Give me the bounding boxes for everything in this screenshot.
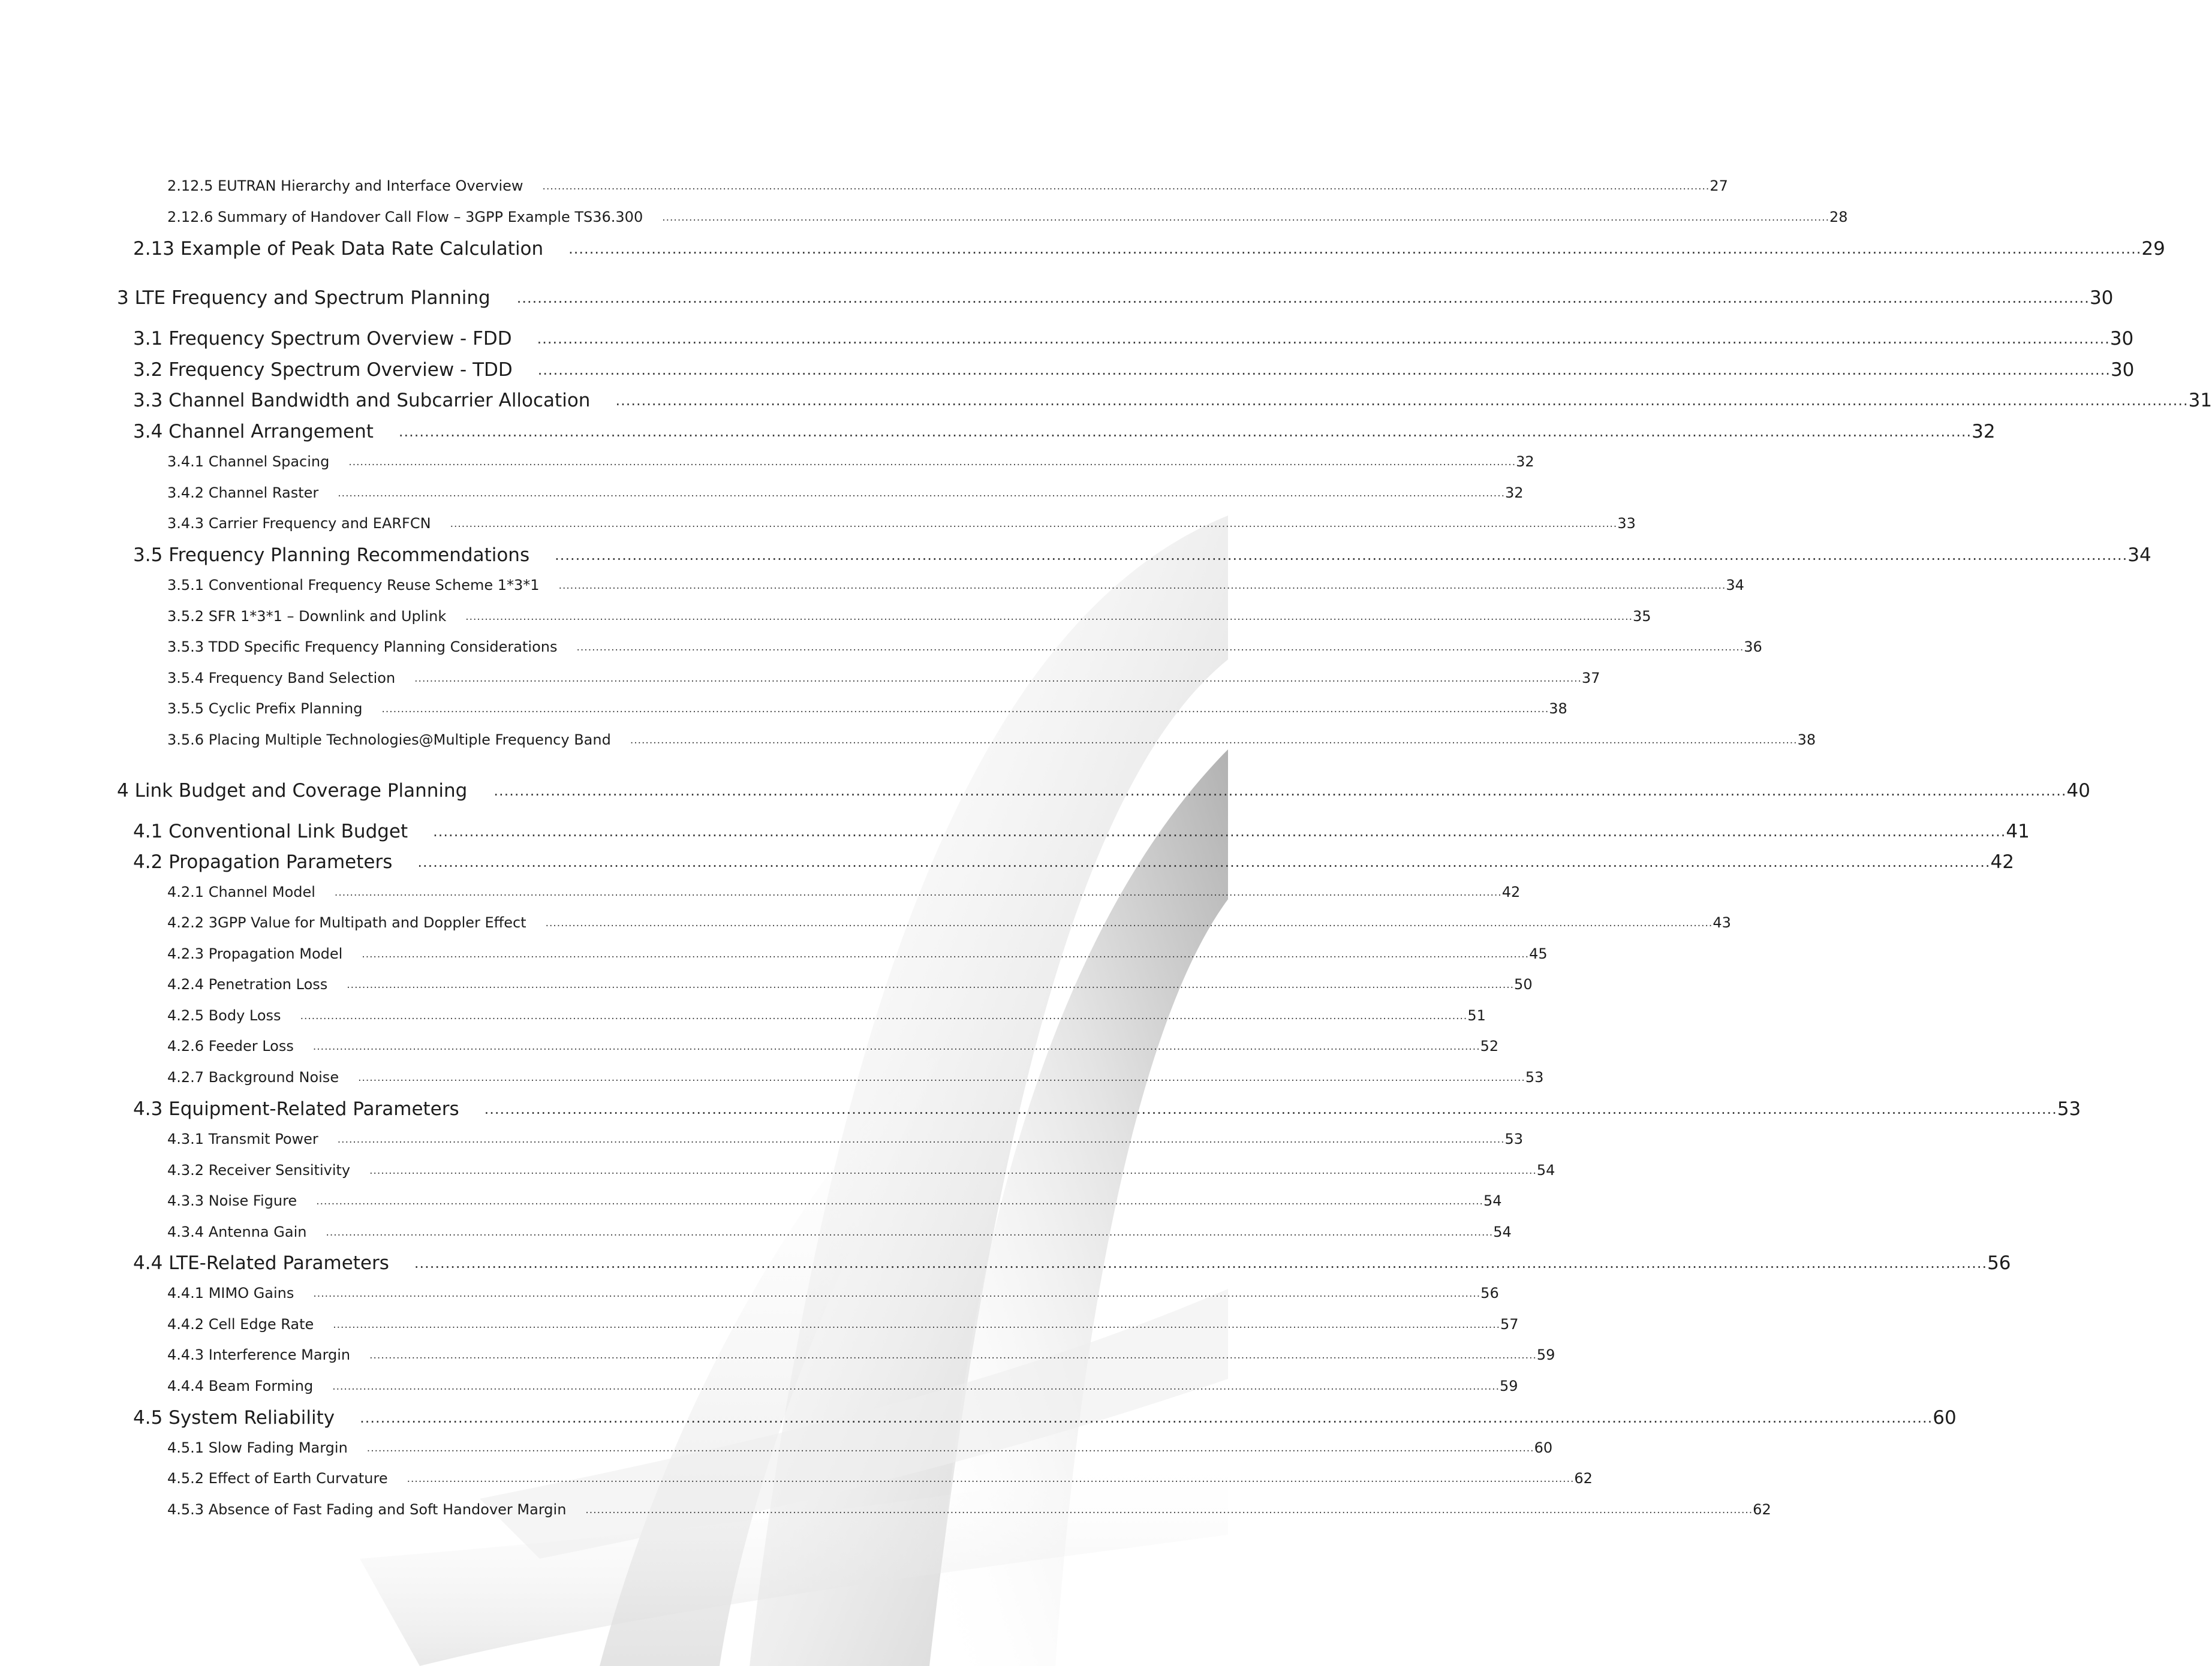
toc-entry[interactable] (167, 729, 1816, 748)
toc-page-number: 34 (2127, 544, 2151, 566)
dot-leader: ................................................................................................................................................................................................................................................................................................................ (542, 180, 1710, 192)
toc-entry-label: 4.4.4 Beam Forming (167, 1378, 314, 1394)
toc-entry[interactable] (133, 234, 2165, 260)
toc-entry[interactable] (167, 1005, 1486, 1024)
toc-entry-label: 3.5.3 TDD Specific Frequency Planning Considerations (167, 638, 558, 655)
toc-entry[interactable] (133, 324, 2134, 350)
dot-leader: ................................................................................................................................................................................................................................................................................................................ (545, 917, 1713, 929)
toc-page-number: 42 (1990, 851, 2014, 873)
dot-leader: ................................................................................................................................................................................................................................................................................................................ (332, 1381, 1500, 1393)
toc-page-number: 29 (2141, 238, 2165, 260)
toc-entry-label: 4.2.2 3GPP Value for Multipath and Doppler Effect (167, 914, 526, 931)
toc-page-number: 54 (1493, 1224, 1512, 1240)
toc-entry-label: 3 LTE Frequency and Spectrum Planning (117, 287, 490, 309)
toc-entry-label: 4.3.3 Noise Figure (167, 1192, 297, 1209)
toc-page-number: 51 (1467, 1007, 1486, 1024)
toc-entry[interactable] (167, 1035, 1499, 1055)
dot-leader: ................................................................................................................................................................................................................................................................................................................ (433, 823, 2006, 840)
toc-page-number: 28 (1829, 209, 1848, 225)
toc-entry-label: 4.4.2 Cell Edge Rate (167, 1316, 314, 1333)
toc-entry[interactable] (167, 1282, 1499, 1302)
toc-entry-label: 3.5.5 Cyclic Prefix Planning (167, 700, 363, 717)
dot-leader: ................................................................................................................................................................................................................................................................................................................ (362, 948, 1530, 960)
dot-leader: ................................................................................................................................................................................................................................................................................................................ (516, 290, 2090, 306)
toc-entry[interactable] (167, 574, 1744, 594)
dot-leader: ................................................................................................................................................................................................................................................................................................................ (347, 979, 1515, 991)
toc-entry-label: 4.2.6 Feeder Loss (167, 1038, 294, 1055)
toc-entry-label: 4.4.1 MIMO Gains (167, 1285, 294, 1302)
dot-leader: ................................................................................................................................................................................................................................................................................................................ (312, 1041, 1480, 1053)
toc-entry[interactable] (133, 386, 2212, 411)
dot-leader: ................................................................................................................................................................................................................................................................................................................ (465, 611, 1633, 623)
toc-page-number: 30 (2109, 328, 2134, 350)
toc-page-number: 50 (1514, 976, 1533, 993)
toc-page-number: 53 (1504, 1131, 1524, 1147)
toc-entry[interactable] (167, 1159, 1555, 1179)
toc-page-number: 32 (1516, 453, 1534, 470)
toc-entry[interactable] (167, 636, 1762, 655)
toc-page-number: 27 (1710, 177, 1728, 194)
toc-entry[interactable] (167, 451, 1534, 470)
toc-entry[interactable] (117, 282, 2114, 309)
toc-page-number: 37 (1581, 670, 1600, 686)
toc-entry-label: 2.12.6 Summary of Handover Call Flow – 3GPP Example TS36.300 (167, 209, 643, 225)
toc-entry-label: 4.5 System Reliability (133, 1407, 335, 1429)
toc-entry-label: 4.2.3 Propagation Model (167, 945, 343, 962)
dot-leader: ................................................................................................................................................................................................................................................................................................................ (358, 1072, 1525, 1084)
toc-entry[interactable] (167, 667, 1600, 686)
toc-page-number: 56 (1480, 1285, 1499, 1302)
dot-leader: ................................................................................................................................................................................................................................................................................................................ (313, 1288, 1481, 1300)
toc-entry-label: 3.1 Frequency Spectrum Overview - FDD (133, 328, 512, 350)
toc-entry[interactable] (167, 1375, 1518, 1394)
toc-page-number: 43 (1713, 914, 1731, 931)
toc-entry-label: 3.4 Channel Arrangement (133, 421, 374, 442)
toc-entry[interactable] (167, 513, 1636, 532)
toc-entry[interactable] (133, 541, 2151, 566)
toc-entry-label: 4.3 Equipment-Related Parameters (133, 1098, 459, 1120)
toc-entry-label: 4.5.2 Effect of Earth Curvature (167, 1470, 388, 1487)
toc-entry[interactable] (133, 817, 2030, 842)
toc-entry[interactable] (167, 1437, 1553, 1456)
toc-page-number: 36 (1744, 638, 1762, 655)
toc-entry-label: 3.4.1 Channel Spacing (167, 453, 330, 470)
toc-entry-label: 4.1 Conventional Link Budget (133, 821, 408, 842)
dot-leader: ................................................................................................................................................................................................................................................................................................................ (381, 703, 1549, 715)
dot-leader: ................................................................................................................................................................................................................................................................................................................ (558, 580, 1726, 592)
dot-leader: ................................................................................................................................................................................................................................................................................................................ (414, 1255, 1988, 1272)
toc-page-number: 42 (1501, 884, 1521, 900)
toc-entry-label: 3.3 Channel Bandwidth and Subcarrier Allocation (133, 390, 591, 411)
toc-entry[interactable] (167, 1499, 1771, 1518)
toc-page-number: 32 (1505, 484, 1524, 501)
toc-entry[interactable] (167, 605, 1651, 625)
dot-leader: ................................................................................................................................................................................................................................................................................................................ (417, 854, 1991, 870)
toc-entry[interactable] (167, 206, 1848, 225)
toc-page-number: 45 (1529, 945, 1548, 962)
toc-entry[interactable] (133, 1095, 2081, 1120)
toc-entry[interactable] (167, 1067, 1544, 1086)
toc-entry-label: 3.4.2 Channel Raster (167, 484, 319, 501)
toc-entry-label: 2.12.5 EUTRAN Hierarchy and Interface Overview (167, 177, 523, 194)
toc-entry-label: 4.2.5 Body Loss (167, 1007, 281, 1024)
toc-page-number: 57 (1500, 1316, 1519, 1333)
toc-page-number: 38 (1549, 700, 1567, 717)
toc-entry-label: 4.2.4 Penetration Loss (167, 976, 328, 993)
dot-leader: ................................................................................................................................................................................................................................................................................................................ (576, 641, 1744, 653)
toc-entry[interactable] (133, 1403, 1957, 1429)
dot-leader: ................................................................................................................................................................................................................................................................................................................ (585, 1504, 1753, 1516)
toc-entry-label: 4.3.2 Receiver Sensitivity (167, 1162, 351, 1179)
toc-entry-label: 4.3.4 Antenna Gain (167, 1224, 307, 1240)
toc-entry-label: 3.5.6 Placing Multiple Technologies@Multiple Frequency Band (167, 731, 611, 748)
toc-page-number: 60 (1534, 1439, 1553, 1456)
dot-leader: ................................................................................................................................................................................................................................................................................................................ (333, 1319, 1501, 1331)
toc-entry[interactable] (167, 1190, 1502, 1209)
toc-page-number: 53 (2057, 1098, 2081, 1120)
dot-leader: ................................................................................................................................................................................................................................................................................................................ (450, 518, 1618, 530)
toc-entry[interactable] (167, 698, 1567, 717)
dot-leader: ................................................................................................................................................................................................................................................................................................................ (337, 1134, 1505, 1146)
dot-leader: ................................................................................................................................................................................................................................................................................................................ (414, 673, 1582, 685)
toc-entry[interactable] (167, 1313, 1519, 1333)
toc-entry[interactable] (167, 943, 1548, 962)
toc-page-number: 56 (1987, 1252, 2011, 1274)
toc-entry-label: 3.5.1 Conventional Frequency Reuse Scheme 1*3*1 (167, 577, 540, 594)
toc-entry[interactable] (167, 974, 1533, 993)
toc-page-number: 52 (1480, 1038, 1499, 1055)
toc-entry[interactable] (133, 417, 1996, 442)
toc-entry-label: 4.5.3 Absence of Fast Fading and Soft Handover Margin (167, 1501, 567, 1518)
toc-entry[interactable] (133, 356, 2135, 381)
dot-leader: ................................................................................................................................................................................................................................................................................................................ (537, 361, 2111, 378)
dot-leader: ................................................................................................................................................................................................................................................................................................................ (334, 887, 1502, 899)
toc-entry[interactable] (167, 881, 1521, 900)
toc-entry-label: 4.2.1 Channel Model (167, 884, 315, 900)
toc-page-number: 31 (2188, 390, 2212, 411)
toc-page-number: 33 (1617, 515, 1636, 532)
toc-entry-label: 3.4.3 Carrier Frequency and EARFCN (167, 515, 431, 532)
toc-page-number: 30 (2089, 287, 2114, 309)
toc-entry-label: 4.3.1 Transmit Power (167, 1131, 318, 1147)
toc-entry[interactable] (167, 1128, 1524, 1147)
dot-leader: ................................................................................................................................................................................................................................................................................................................ (369, 1349, 1537, 1361)
toc-entry[interactable] (167, 1468, 1593, 1487)
toc-entry-label: 3.2 Frequency Spectrum Overview - TDD (133, 359, 513, 381)
toc-entry[interactable] (133, 848, 2014, 873)
dot-leader: ................................................................................................................................................................................................................................................................................................................ (630, 734, 1798, 746)
toc-entry[interactable] (167, 1221, 1512, 1240)
toc-entry-label: 4.4 LTE-Related Parameters (133, 1252, 389, 1274)
toc-entry-label: 4.4.3 Interference Margin (167, 1346, 351, 1363)
dot-leader: ................................................................................................................................................................................................................................................................................................................ (493, 782, 2067, 799)
dot-leader: ................................................................................................................................................................................................................................................................................................................ (316, 1195, 1483, 1207)
toc-entry[interactable] (133, 1249, 2011, 1274)
dot-leader: ................................................................................................................................................................................................................................................................................................................ (338, 487, 1506, 499)
toc-entry[interactable] (167, 175, 1728, 194)
toc-page-number: 54 (1483, 1192, 1502, 1209)
dot-leader: ................................................................................................................................................................................................................................................................................................................ (300, 1010, 1468, 1022)
dot-leader: ................................................................................................................................................................................................................................................................................................................ (555, 547, 2128, 564)
toc-entry[interactable] (117, 775, 2090, 802)
toc-entry-label: 4.2 Propagation Parameters (133, 851, 393, 873)
dot-leader: ................................................................................................................................................................................................................................................................................................................ (537, 330, 2110, 347)
toc-page-number: 59 (1536, 1346, 1555, 1363)
toc-page-number: 41 (2006, 821, 2030, 842)
toc-entry[interactable] (167, 1344, 1555, 1363)
toc-page-number: 62 (1753, 1501, 1771, 1518)
dot-leader: ................................................................................................................................................................................................................................................................................................................ (484, 1101, 2057, 1117)
toc-entry-label: 4.5.1 Slow Fading Margin (167, 1439, 348, 1456)
toc-entry[interactable] (167, 912, 1731, 931)
dot-leader: ................................................................................................................................................................................................................................................................................................................ (326, 1227, 1494, 1239)
dot-leader: ................................................................................................................................................................................................................................................................................................................ (407, 1473, 1575, 1485)
toc-entry[interactable] (167, 482, 1524, 501)
dot-leader: ................................................................................................................................................................................................................................................................................................................ (398, 423, 1972, 440)
dot-leader: ................................................................................................................................................................................................................................................................................................................ (662, 212, 1829, 224)
toc-page-number: 60 (1933, 1407, 1957, 1429)
toc-page-number: 59 (1499, 1378, 1518, 1394)
toc-entry-label: 3.5.2 SFR 1*3*1 – Downlink and Uplink (167, 608, 447, 625)
dot-leader: ................................................................................................................................................................................................................................................................................................................ (366, 1442, 1534, 1454)
toc-entry-label: 3.5 Frequency Planning Recommendations (133, 544, 530, 566)
toc-page-number: 32 (1972, 421, 1996, 442)
dot-leader: ................................................................................................................................................................................................................................................................................................................ (615, 392, 2189, 409)
toc-entry-label: 2.13 Example of Peak Data Rate Calculation (133, 238, 544, 260)
dot-leader: ................................................................................................................................................................................................................................................................................................................ (360, 1409, 1933, 1426)
toc-entry-label: 3.5.4 Frequency Band Selection (167, 670, 396, 686)
dot-leader: ................................................................................................................................................................................................................................................................................................................ (348, 456, 1516, 468)
toc-page-number: 53 (1525, 1069, 1544, 1086)
dot-leader: ................................................................................................................................................................................................................................................................................................................ (369, 1165, 1537, 1177)
toc-page-number: 54 (1536, 1162, 1555, 1179)
toc-entry-label: 4 Link Budget and Coverage Planning (117, 780, 468, 802)
toc-page-number: 62 (1574, 1470, 1593, 1487)
toc-entry-label: 4.2.7 Background Noise (167, 1069, 339, 1086)
toc-page-number: 38 (1797, 731, 1816, 748)
toc-page-number: 30 (2110, 359, 2135, 381)
toc-page-number: 35 (1632, 608, 1651, 625)
dot-leader: ................................................................................................................................................................................................................................................................................................................ (568, 240, 2142, 257)
toc-page-number: 40 (2066, 780, 2090, 802)
toc-page-number: 34 (1726, 577, 1744, 594)
